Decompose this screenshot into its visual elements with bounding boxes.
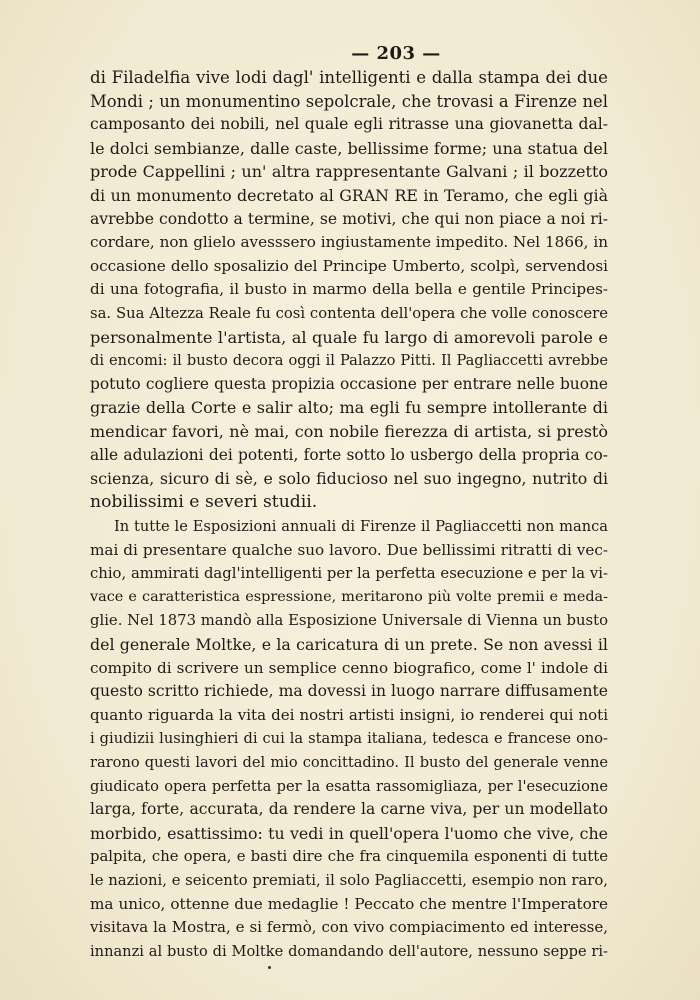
text-line: chio, ammirati dagl'intelligenti per la perfetta esecuzione e per la vi- [90,565,608,583]
page-number: — 203 — [351,43,441,64]
text-line: camposanto dei nobili, nel quale egli ritrasse una giovanetta dal- [90,115,608,134]
text-line: visitava la Mostra, e si fermò, con vivo compiacimento ed interesse, [90,918,608,937]
text-line: ma unico, ottenne due medaglie ! Peccato che mentre l'Imperatore [90,894,608,913]
text-line: mendicar favori, nè mai, con nobile fierezza di artista, si prestò [90,421,608,441]
text-line: palpita, che opera, e basti dire che fra cinquemila esponenti di tutte [90,848,608,866]
text-line: le dolci sembianze, dalle caste, bellissime forme; una statua del [90,138,608,158]
text-line: In tutte le Esposizioni annuali di Firenze il Pagliaccetti non manca [114,518,608,535]
text-line: larga, forte, accurata, da rendere la carne viva, per un modellato [90,800,608,819]
text-line: i giudizii lusinghieri di cui la stampa italiana, tedesca e francese ono- [90,730,608,748]
text-line: innanzi al busto di Moltke domandando dell'autore, nessuno seppe ri- [90,942,608,960]
text-line: sa. Sua Altezza Reale fu così contenta dell'opera che volle conoscere [90,304,608,322]
paragraph-1 [90,66,608,514]
text-line: personalmente l'artista, al quale fu largo di amorevoli parole e [90,327,608,347]
text-line: Mondi ; un monumentino sepolcrale, che trovasi a Firenze nel [90,91,608,111]
text-line: occasione dello sposalizio del Principe Umberto, scolpì, servendosi [90,256,608,275]
text-line: di encomi: il busto decora oggi il Palazzo Pitti. Il Pagliaccetti avrebbe [90,352,608,370]
text-line: quanto riguarda la vita dei nostri artisti insigni, io renderei qui noti [90,705,608,724]
text-line: alle adulazioni dei potenti, forte sotto lo usbergo della propria co- [90,445,608,464]
text-line: del generale Moltke, e la caricatura di un prete. Se non avessi il [90,634,608,654]
text-line: prode Cappellini ; un' altra rappresentante Galvani ; il bozzetto [90,162,608,182]
text-line: di Filadelfia vive lodi dagl' intelligenti e dalla stampa dei due [90,68,608,87]
text-line: le nazioni, e seicento premiati, il solo Pagliaccetti, esempio non raro, [90,871,608,889]
text-line: glie. Nel 1873 mandò alla Esposizione Universale di Vienna un busto [90,612,608,630]
paragraph-2 [90,515,608,963]
text-line: grazie della Corte e salir alto; ma egli fu sempre intollerante di [90,398,608,418]
text-line: compito di scrivere un semplice cenno biografico, come l' indole di [90,658,608,677]
text-line: avrebbe condotto a termine, se motivi, che qui non piace a noi ri- [90,209,608,228]
text-line: mai di presentare qualche suo lavoro. Due bellissimi ritratti di vec- [90,540,608,559]
text-line: vace e caratteristica espressione, meritarono più volte premii e meda- [90,588,608,605]
text-line: di una fotografia, il busto in marmo della bella e gentile Principes- [90,280,608,299]
text-line: scienza, sicuro di sè, e solo fiducioso nel suo ingegno, nutrito di [90,469,608,489]
text-line: giudicato opera perfetta per la esatta rassomigliaza, per l'esecuzione [90,777,608,795]
text-line: questo scritto richiede, ma dovessi in luogo narrare diffusamente [90,682,608,701]
text-line: potuto cogliere questa propizia occasione per entrare nelle buone [90,374,608,393]
ink-speck [268,966,271,969]
text-line: di un monumento decretato al GRAN RE in Teramo, che egli già [90,185,608,205]
text-line: cordare, non glielo avesssero ingiustamente impedito. Nel 1866, in [90,233,608,252]
text-line: nobilissimi e severi studii. [90,491,318,512]
text-line: morbido, esattissimo: tu vedi in quell'opera l'uomo che vive, che [90,823,608,843]
text-line: rarono questi lavori del mio concittadino. Il busto del generale venne [90,753,608,771]
